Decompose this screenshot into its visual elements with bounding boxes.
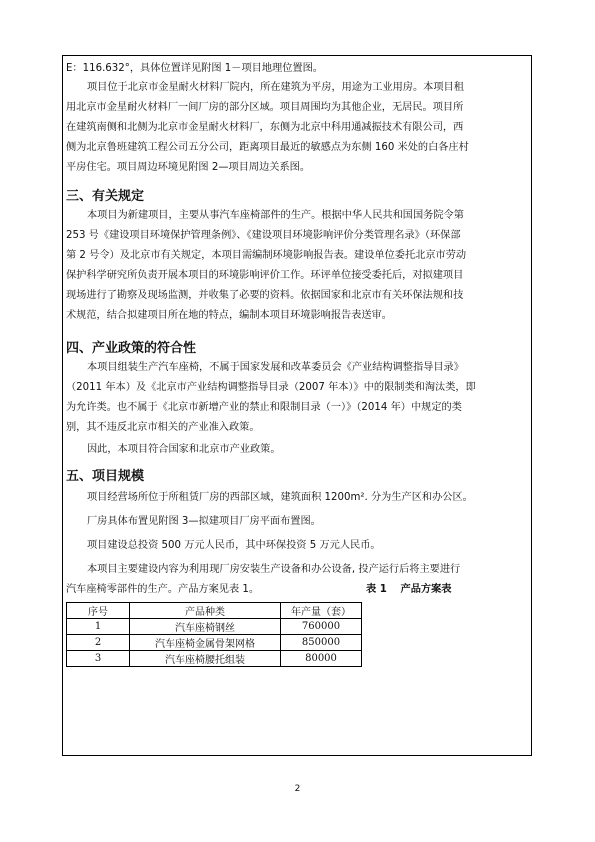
table-header-cell: 产品种类 bbox=[130, 603, 281, 619]
section-policy-line: 为允许类。也不属于《北京市新增产业的禁止和限制目录（一）》（2014 年）中规定的类 bbox=[66, 402, 462, 413]
table-header-row bbox=[67, 603, 362, 619]
section-heading-regulations: 三、有关规定 bbox=[66, 189, 145, 204]
section-heading-policy: 四、产业政策的符合性 bbox=[66, 341, 197, 356]
paragraph-location-line: 侧为北京鲁班建筑工程公司五分公司，距离项目最近的敏感点为东侧 160 米处的白各庄村 bbox=[66, 142, 469, 153]
table-caption: 表 1 产品方案表 bbox=[366, 584, 452, 595]
table-cell: 80000 bbox=[281, 651, 362, 667]
section-scale-line: 厂房具体布置见附图 3—拟建项目厂房平面布置图。 bbox=[87, 516, 321, 527]
section-scale-line: 汽车座椅零部件的生产。产品方案见表 1。 bbox=[66, 584, 260, 595]
section-policy-line: 因此，本项目符合国家和北京市产业政策。 bbox=[87, 444, 281, 455]
table-row bbox=[67, 651, 362, 667]
section-heading-scale: 五、项目规模 bbox=[66, 469, 145, 484]
section-regulations-line: 保护科学研究所负责开展本项目的环境影响评价工作。环评单位接受委托后，对拟建项目 bbox=[66, 270, 464, 281]
section-regulations-line: 术规范，结合拟建项目所在地的特点，编制本项目环境影响报告表送审。 bbox=[66, 310, 392, 321]
table-header-cell: 序号 bbox=[67, 603, 130, 619]
table-row bbox=[67, 619, 362, 635]
section-policy-line: 本项目组装生产汽车座椅，不属于国家发展和改革委员会《产业结构调整指导目录》 bbox=[87, 362, 464, 373]
paragraph-location-line: 在建筑南侧和北侧为北京市金星耐火材料厂，东侧为北京中科用通减振技术有限公司，西 bbox=[66, 122, 464, 133]
product-plan-table bbox=[66, 602, 362, 667]
table-cell: 汽车座椅钢丝 bbox=[130, 619, 281, 635]
section-regulations-line: 本项目为新建项目，主要从事汽车座椅部件的生产。根据中华人民共和国国务院令第 bbox=[87, 210, 464, 221]
table-cell: 760000 bbox=[281, 619, 362, 635]
section-policy-line: 别，其不违反北京市相关的产业准入政策。 bbox=[66, 422, 260, 433]
paragraph-location-coords: E：116.632°，具体位置详见附图 1－项目地理位置图。 bbox=[66, 63, 323, 74]
section-scale-line: 本项目主要建设内容为利用现厂房安装生产设备和办公设备, 投产运行后将主要进行 bbox=[87, 564, 461, 575]
table-cell: 汽车座椅金属骨架网格 bbox=[130, 635, 281, 651]
section-regulations-line: 第 2 号令）及北京市有关规定，本项目需编制环境影响报告表。建设单位委托北京市劳动 bbox=[66, 250, 467, 261]
table-cell: 2 bbox=[67, 635, 130, 651]
section-regulations-line: 253 号《建设项目环境保护管理条例》、《建设项目环境影响评价分类管理名录》（环保部 bbox=[66, 230, 461, 241]
table-cell: 1 bbox=[67, 619, 130, 635]
table-cell: 850000 bbox=[281, 635, 362, 651]
paragraph-location-line: 用北京市金星耐火材料厂一间厂房的部分区域。项目周围均为其他企业，无居民。项目所 bbox=[66, 102, 464, 113]
paragraph-location-line: 项目位于北京市金星耐火材料厂院内，所在建筑为平房，用途为工业用房。本项目租 bbox=[87, 82, 464, 93]
table-row bbox=[67, 635, 362, 651]
section-scale-line: 项目经营场所位于所租赁厂房的西部区域，建筑面积 1200m². 分为生产区和办公区。 bbox=[87, 492, 473, 503]
section-policy-line: （2011 年本）及《北京市产业结构调整指导目录（2007 年本）》中的限制类和淘汰类，即 bbox=[66, 382, 476, 393]
section-scale-line: 项目建设总投资 500 万元人民币，其中环保投资 5 万元人民币。 bbox=[87, 540, 381, 551]
table-cell: 3 bbox=[67, 651, 130, 667]
table-header-cell: 年产量（套） bbox=[281, 603, 362, 619]
table-cell: 汽车座椅腰托组装 bbox=[130, 651, 281, 667]
paragraph-location-line: 平房住宅。项目周边环境见附图 2—项目周边关系图。 bbox=[66, 162, 311, 173]
section-regulations-line: 现场进行了勘察及现场监测，并收集了必要的资料。依据国家和北京市有关环保法规和技 bbox=[66, 290, 464, 301]
page-number: 2 bbox=[294, 784, 301, 794]
